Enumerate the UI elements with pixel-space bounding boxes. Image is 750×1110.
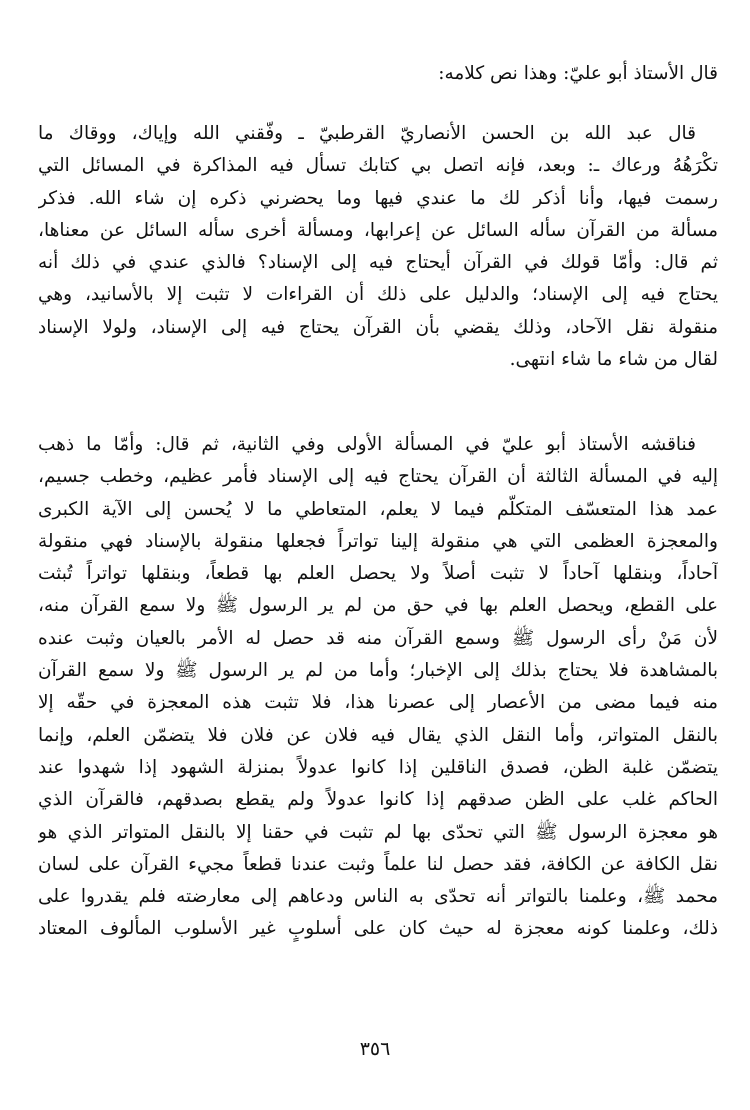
text-line: يحتاج فيه إلى الإسناد؛ والدليل على ذلك أن القراءات لا تثبت إلا بالأسانيد، وهي <box>38 284 718 306</box>
text-line: تكْرَهُهُ ورعاك ـ: وبعد، فإنه اتصل بي كتابك تسأل فيه المذاكرة في المسائل التي <box>38 155 718 177</box>
text-line: الحاكم غلب على الظن صدقهم إذا كانوا عدولاً ولم يقطع بصدقهم، فالقرآن الذي <box>38 789 718 811</box>
page-number: ٣٥٦ <box>359 1038 391 1060</box>
text-line: عمد هذا المتعسّف المتكلّم فيما لا يعلم، المتعاطي ما لا يُحسن إلى الآية الكبرى <box>38 498 718 520</box>
text-line: لأن مَنْ رأى الرسول ﷺ وسمع القرآن منه قد حصل له الأمر بالعيان وثبت عنده <box>38 627 718 649</box>
text-line: والمعجزة العظمى التي هي منقولة إلينا تواتراً فجعلها منقولة بالإسناد فهي منقولة <box>38 530 718 552</box>
text-line: قال عبد الله بن الحسن الأنصاريّ القرطبيّ ـ وفّقني الله وإياك، ووقاك ما <box>38 123 696 144</box>
text-line: محمد ﷺ، وعلمنا بالتواتر أنه تحدّى به الناس ودعاهم إلى معارضته فلم يقدروا على <box>38 886 718 908</box>
text-line: فناقشه الأستاذ أبو عليّ في المسألة الأولى وفي الثانية، ثم قال: وأمّا ما ذهب <box>38 434 696 455</box>
text-line: بالنقل المتواتر، وأما النقل الذي يقال فيه فلان عن فلان فلا يتضمّن العلم، وإنما <box>38 724 718 746</box>
intro-line <box>38 58 718 90</box>
text-line: مسألة من القرآن سأله السائل عن إعرابها، ومسألة أخرى سأله السائل عن معناها، <box>38 219 718 241</box>
text-line: منه فيما مضى من الأعصار إلى عصرنا هذا، فلا تثبت هذه المعجزة في حقّه إلا <box>38 692 718 714</box>
paragraph-2 <box>38 429 718 946</box>
text-line: على القطع، ويحصل العلم بها في حق من لم ير الرسول ﷺ ولا سمع القرآن منه، <box>38 595 718 617</box>
text-line: نقل الكافة عن الكافة، فقد حصل لنا علماً وثبت عندنا قطعاً مجيء القرآن على لسان <box>38 853 718 875</box>
text-line: ذلك، وعلمنا كونه معجزة له حيث كان على أسلوبٍ غير الأسلوب المألوف المعتاد <box>38 918 718 940</box>
text-line: لقال من شاء ما شاء انتهى. <box>509 349 718 371</box>
paragraph-1 <box>38 118 718 376</box>
text-line: هو معجزة الرسول ﷺ التي تحدّى بها لم تثبت في حقنا إلا بالنقل المتواتر الذي هو <box>38 821 718 843</box>
text-line: رسمت فيها، وأنا أذكر لك ما عندي فيها وما يحضرني ذكره إن شاء الله. فذكر <box>38 187 718 209</box>
text-line: يتضمّن غلبة الظن، فصدق الناقلين إذا كانوا عدولاً بمنزلة الشهود إذا شهدوا عند <box>38 756 718 778</box>
text-line: منقولة نقل الآحاد، وذلك يقضي بأن القرآن يحتاج فيه إلى الإسناد، ولولا الإسناد <box>38 316 718 338</box>
text-line: ثم قال: وأمّا قولك في القرآن أيحتاج فيه إلى الإسناد؟ فالذي عندي في ذلك أنه <box>38 252 718 274</box>
text-line: آحاداً، وبنقلها آحاداً لا تثبت أصلاً ولا يحصل العلم بها قطعاً، وبنقلها تواتراً تُبثت <box>38 563 718 585</box>
text-line: إليه في المسألة الثالثة أن القرآن يحتاج فيه إلى الإسناد فأمر عظيم، وخطب جسيم، <box>38 466 718 488</box>
text-line: بالمشاهدة فلا يحتاج بذلك إلى الإخبار؛ وأما من لم ير الرسول ﷺ ولا سمع القرآن <box>38 660 718 682</box>
intro-text: قال الأستاذ أبو عليّ: وهذا نص كلامه: <box>438 63 718 84</box>
